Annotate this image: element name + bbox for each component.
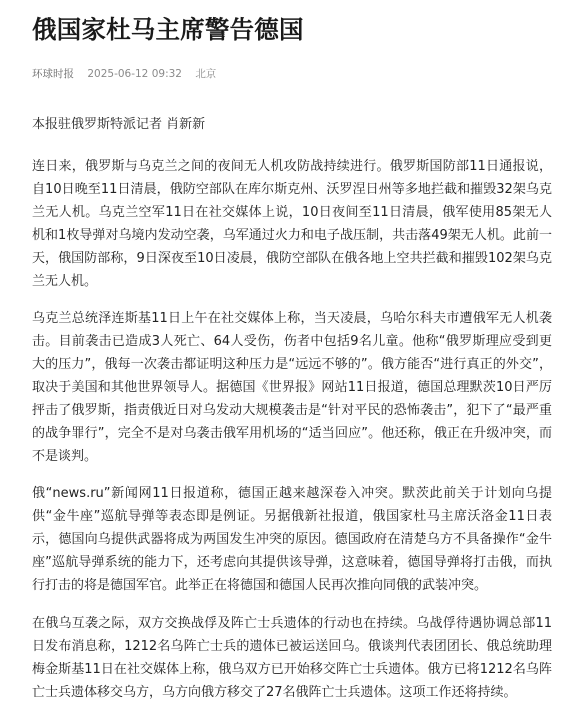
publish-location: 北京 — [195, 68, 217, 80]
article-paragraph: 在俄乌互袭之际，双方交换战俘及阵亡士兵遗体的行动也在持续。乌战俘待遇协调总部11日发布消息称，1212名乌阵亡士兵的遗体已被运送回乌。俄谈判代表团团长、俄总统助理梅金斯基11日在社交媒体上称，俄乌双方已开始移交阵亡士兵遗体。俄方已将1212名乌阵亡士兵遗体移交乌方，乌方向俄方移交了27名俄阵亡士兵遗体。这项工作还将持续。 — [32, 616, 552, 700]
article-paragraph: 连日来，俄罗斯与乌克兰之间的夜间无人机攻防战持续进行。俄罗斯国防部11日通报说，自10日晚至11日清晨，俄防空部队在库尔斯克州、沃罗涅日州等多地拦截和摧毁32架乌克兰无人机。乌克兰空军11日在社交媒体上说，10日夜间至11日清晨，俄军使用85架无人机和1枚导弹对乌境内发动空袭，乌军通过火力和电子战压制，共击落49架无人机。此前一天，俄国防部称，9日深夜至10日凌晨，俄防空部队在俄各地上空共拦截和摧毁102架乌克兰无人机。 — [32, 159, 552, 289]
source-name[interactable]: 环球时报 — [32, 68, 74, 80]
article-title: 俄国家杜马主席警告德国 — [32, 15, 304, 44]
article-paragraph: 俄“news.ru”新闻网11日报道称，德国正越来越深卷入冲突。默茨此前关于计划向乌提供“金牛座”巡航导弹等表态即是例证。另据俄新社报道，俄国家杜马主席沃洛金11日表示，德国向乌提供武器将成为两国发生冲突的原因。德国政府在清楚乌方不具备操作“金牛座”巡航导弹系统的能力下，还考虑向其提供该导弹，这意味着，德国导弹将打击俄，而执行打击的将是德国军官。此举正在将德国和德国人民再次推向同俄的武装冲突。 — [32, 486, 552, 593]
article-paragraph: 乌克兰总统泽连斯基11日上午在社交媒体上称，当天凌晨，乌哈尔科夫市遭俄军无人机袭击。目前袭击已造成3人死亡、64人受伤，伤者中包括9名儿童。他称“俄罗斯理应受到更大的压力”，俄每一次袭击都证明这种压力是“远远不够的”。俄方能否“进行真正的外交”，取决于美国和其他世界领导人。据德国《世界报》网站11日报道，德国总理默茨10日严厉抨击了俄罗斯，指责俄近日对乌发动大规模袭击是“针对平民的恐怖袭击”，犯下了“最严重的战争罪行”，完全不是对乌袭击俄军用机场的“适当回应”。他还称，俄正在升级冲突，而不是谈判。 — [32, 311, 552, 464]
article-meta — [32, 66, 226, 82]
byline: 本报驻俄罗斯特派记者 肖新新 — [32, 117, 206, 132]
publish-datetime: 2025-06-12 09:32 — [87, 68, 182, 80]
